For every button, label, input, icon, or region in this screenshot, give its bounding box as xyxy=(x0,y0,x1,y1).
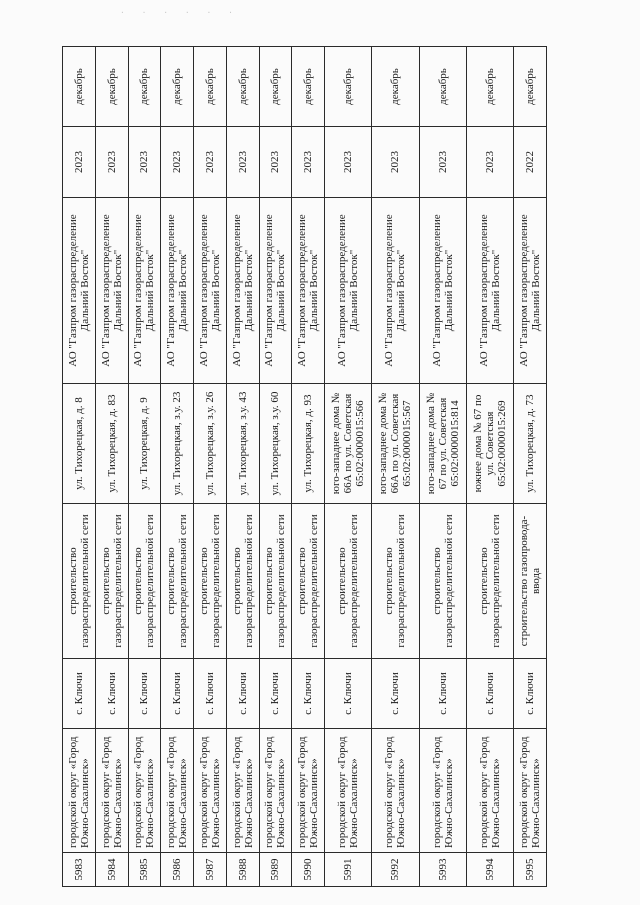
municipality-cell: городской округ «Город Южно-Сахалинск» xyxy=(128,729,161,853)
month-cell: декабрь xyxy=(292,47,325,127)
municipality-cell: городской округ «Город Южно-Сахалинск» xyxy=(325,729,372,853)
address-cell: юго-западнее дома № 66А по ул. Советская 65:02:0000015:567 xyxy=(372,384,419,504)
table-row xyxy=(226,47,259,887)
row-number: 5989 xyxy=(259,853,292,887)
row-number: 5992 xyxy=(372,853,419,887)
municipality-cell: городской округ «Город Южно-Сахалинск» xyxy=(292,729,325,853)
organization-cell: АО "Газпром газораспределение Дальний Восток" xyxy=(372,198,419,384)
organization-cell: АО "Газпром газораспределение Дальний Восток" xyxy=(63,198,96,384)
gasification-register-table xyxy=(62,46,547,887)
municipality-cell: городской округ «Город Южно-Сахалинск» xyxy=(372,729,419,853)
organization-cell: АО "Газпром газораспределение Дальний Восток" xyxy=(95,198,128,384)
year-cell: 2023 xyxy=(292,127,325,198)
table-row xyxy=(372,47,419,887)
locality-cell: с. Ключи xyxy=(259,659,292,729)
rotated-table-wrapper xyxy=(62,47,547,887)
row-number: 5988 xyxy=(226,853,259,887)
address-cell: ул. Тихорецкая, д. 73 xyxy=(514,384,547,504)
locality-cell: с. Ключи xyxy=(419,659,466,729)
address-cell: юго-западнее дома № 67 по ул. Советская 65:02:0000015:814 xyxy=(419,384,466,504)
table-row xyxy=(194,47,227,887)
locality-cell: с. Ключи xyxy=(95,659,128,729)
year-cell: 2023 xyxy=(466,127,513,198)
organization-cell: АО "Газпром газораспределение Дальний Восток" xyxy=(161,198,194,384)
municipality-cell: городской округ «Город Южно-Сахалинск» xyxy=(514,729,547,853)
row-number: 5985 xyxy=(128,853,161,887)
organization-cell: АО "Газпром газораспределение Дальний Восток" xyxy=(128,198,161,384)
address-cell: ул. Тихорецкая, д. 9 xyxy=(128,384,161,504)
year-cell: 2023 xyxy=(259,127,292,198)
municipality-cell: городской округ «Город Южно-Сахалинск» xyxy=(161,729,194,853)
organization-cell: АО "Газпром газораспределение Дальний Восток" xyxy=(325,198,372,384)
row-number: 5995 xyxy=(514,853,547,887)
locality-cell: с. Ключи xyxy=(194,659,227,729)
table-row xyxy=(63,47,96,887)
row-number: 5986 xyxy=(161,853,194,887)
month-cell: декабрь xyxy=(161,47,194,127)
work-type-cell: строительство газопровода-ввода xyxy=(514,504,547,659)
year-cell: 2022 xyxy=(514,127,547,198)
month-cell: декабрь xyxy=(63,47,96,127)
month-cell: декабрь xyxy=(194,47,227,127)
month-cell: декабрь xyxy=(226,47,259,127)
month-cell: декабрь xyxy=(259,47,292,127)
locality-cell: с. Ключи xyxy=(226,659,259,729)
year-cell: 2023 xyxy=(194,127,227,198)
month-cell: декабрь xyxy=(466,47,513,127)
table-row xyxy=(259,47,292,887)
table-row xyxy=(161,47,194,887)
year-cell: 2023 xyxy=(226,127,259,198)
table-row xyxy=(292,47,325,887)
address-cell: ул. Тихорецкая, з.у. 26 xyxy=(194,384,227,504)
locality-cell: с. Ключи xyxy=(128,659,161,729)
locality-cell: с. Ключи xyxy=(325,659,372,729)
month-cell: декабрь xyxy=(514,47,547,127)
table-row xyxy=(419,47,466,887)
locality-cell: с. Ключи xyxy=(514,659,547,729)
work-type-cell: строительство газораспределительной сети xyxy=(259,504,292,659)
month-cell: декабрь xyxy=(419,47,466,127)
address-cell: юго-западнее дома № 66А по ул. Советская 65:02:0000015:566 xyxy=(325,384,372,504)
address-cell: ул. Тихорецкая, з.у. 60 xyxy=(259,384,292,504)
organization-cell: АО "Газпром газораспределение Дальний Восток" xyxy=(259,198,292,384)
year-cell: 2023 xyxy=(419,127,466,198)
locality-cell: с. Ключи xyxy=(161,659,194,729)
address-cell: ул. Тихорецкая, д. 8 xyxy=(63,384,96,504)
month-cell: декабрь xyxy=(372,47,419,127)
scan-artifacts: · · · · · · xyxy=(120,8,239,17)
locality-cell: с. Ключи xyxy=(466,659,513,729)
address-cell: ул. Тихорецкая, з.у. 23 xyxy=(161,384,194,504)
organization-cell: АО "Газпром газораспределение Дальний Восток" xyxy=(514,198,547,384)
table-row xyxy=(128,47,161,887)
work-type-cell: строительство газораспределительной сети xyxy=(419,504,466,659)
year-cell: 2023 xyxy=(128,127,161,198)
month-cell: декабрь xyxy=(95,47,128,127)
year-cell: 2023 xyxy=(95,127,128,198)
month-cell: декабрь xyxy=(128,47,161,127)
locality-cell: с. Ключи xyxy=(372,659,419,729)
work-type-cell: строительство газораспределительной сети xyxy=(466,504,513,659)
year-cell: 2023 xyxy=(325,127,372,198)
year-cell: 2023 xyxy=(63,127,96,198)
municipality-cell: городской округ «Город Южно-Сахалинск» xyxy=(63,729,96,853)
row-number: 5984 xyxy=(95,853,128,887)
table-row xyxy=(514,47,547,887)
work-type-cell: строительство газораспределительной сети xyxy=(325,504,372,659)
row-number: 5990 xyxy=(292,853,325,887)
work-type-cell: строительство газораспределительной сети xyxy=(194,504,227,659)
work-type-cell: строительство газораспределительной сети xyxy=(95,504,128,659)
work-type-cell: строительство газораспределительной сети xyxy=(63,504,96,659)
address-cell: южнее дома № 67 по ул. Советская 65:02:0000015:269 xyxy=(466,384,513,504)
work-type-cell: строительство газораспределительной сети xyxy=(292,504,325,659)
municipality-cell: городской округ «Город Южно-Сахалинск» xyxy=(95,729,128,853)
table-row xyxy=(466,47,513,887)
municipality-cell: городской округ «Город Южно-Сахалинск» xyxy=(259,729,292,853)
municipality-cell: городской округ «Город Южно-Сахалинск» xyxy=(419,729,466,853)
address-cell: ул. Тихорецкая, з.у. 43 xyxy=(226,384,259,504)
row-number: 5993 xyxy=(419,853,466,887)
municipality-cell: городской округ «Город Южно-Сахалинск» xyxy=(466,729,513,853)
municipality-cell: городской округ «Город Южно-Сахалинск» xyxy=(226,729,259,853)
locality-cell: с. Ключи xyxy=(63,659,96,729)
row-number: 5983 xyxy=(63,853,96,887)
month-cell: декабрь xyxy=(325,47,372,127)
organization-cell: АО "Газпром газораспределение Дальний Восток" xyxy=(226,198,259,384)
work-type-cell: строительство газораспределительной сети xyxy=(372,504,419,659)
municipality-cell: городской округ «Город Южно-Сахалинск» xyxy=(194,729,227,853)
table-row xyxy=(95,47,128,887)
row-number: 5994 xyxy=(466,853,513,887)
table-row xyxy=(325,47,372,887)
organization-cell: АО "Газпром газораспределение Дальний Восток" xyxy=(419,198,466,384)
locality-cell: с. Ключи xyxy=(292,659,325,729)
row-number: 5987 xyxy=(194,853,227,887)
organization-cell: АО "Газпром газораспределение Дальний Восток" xyxy=(466,198,513,384)
work-type-cell: строительство газораспределительной сети xyxy=(128,504,161,659)
year-cell: 2023 xyxy=(372,127,419,198)
row-number: 5991 xyxy=(325,853,372,887)
year-cell: 2023 xyxy=(161,127,194,198)
address-cell: ул. Тихорецкая, д. 83 xyxy=(95,384,128,504)
organization-cell: АО "Газпром газораспределение Дальний Восток" xyxy=(194,198,227,384)
organization-cell: АО "Газпром газораспределение Дальний Восток" xyxy=(292,198,325,384)
work-type-cell: строительство газораспределительной сети xyxy=(226,504,259,659)
work-type-cell: строительство газораспределительной сети xyxy=(161,504,194,659)
table-body xyxy=(63,47,547,887)
address-cell: ул. Тихорецкая, д. 93 xyxy=(292,384,325,504)
